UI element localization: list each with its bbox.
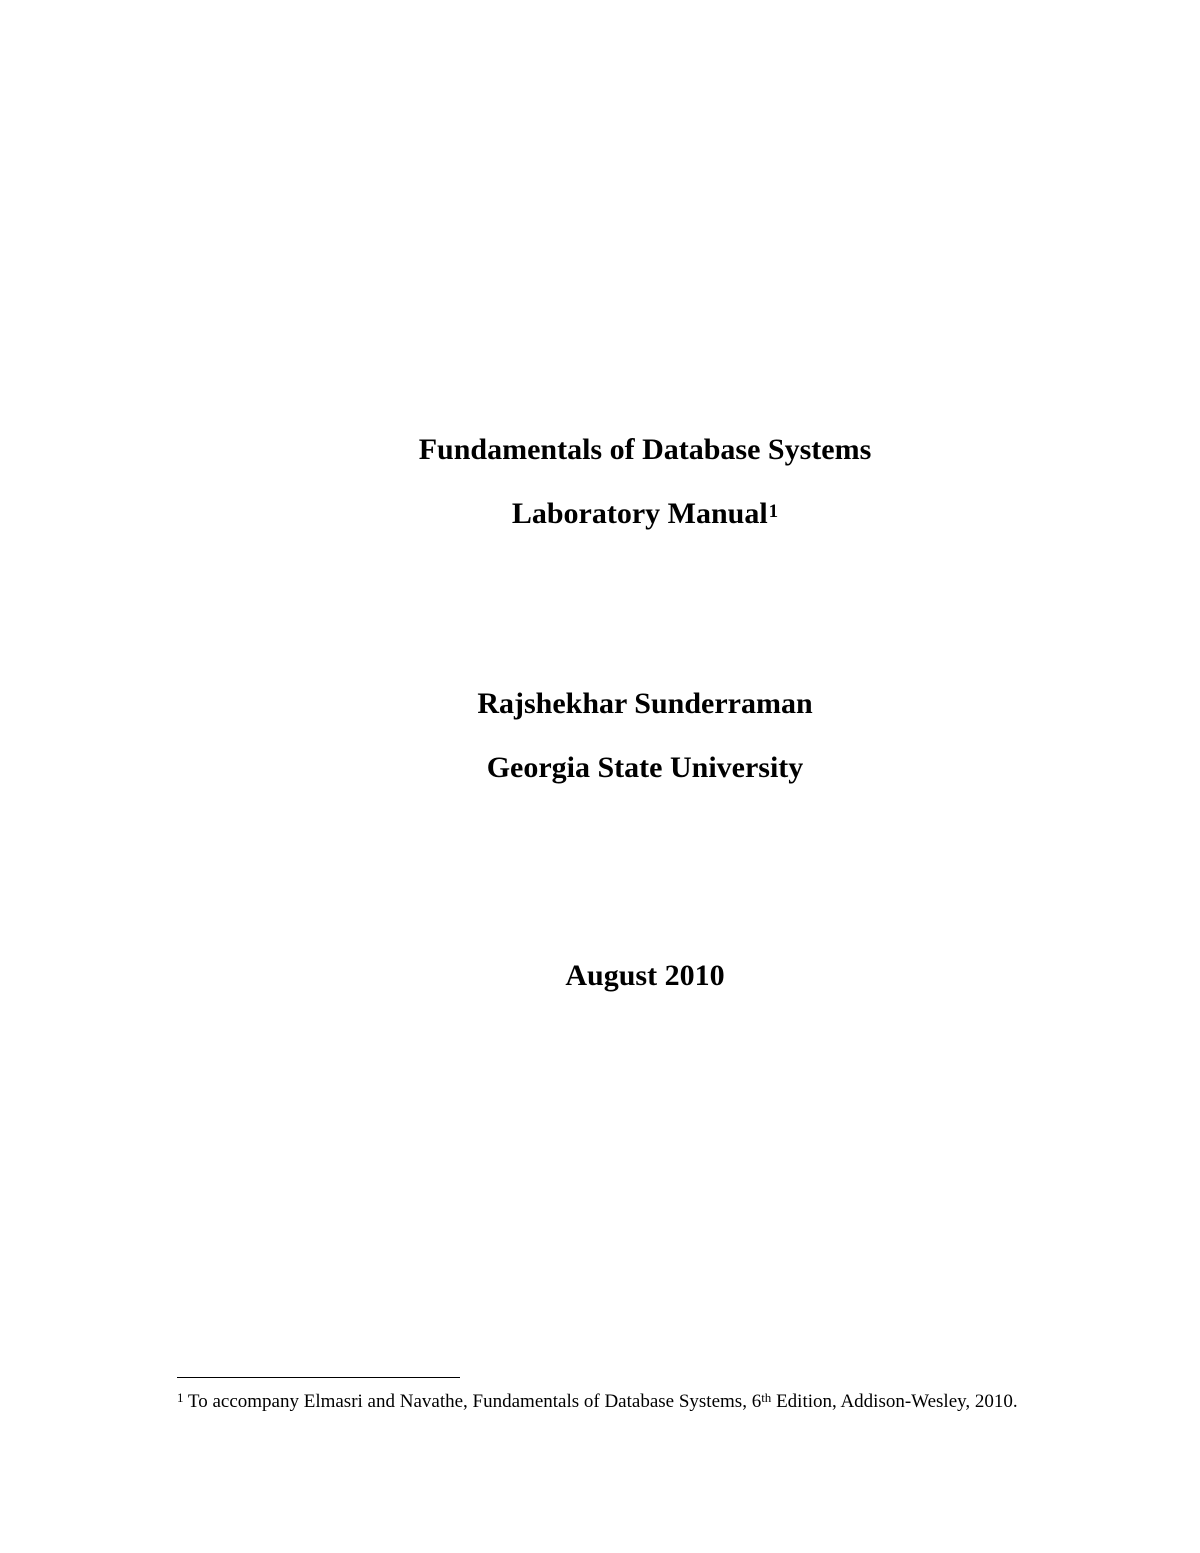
book-title: Fundamentals of Database Systems [418,433,872,466]
footnote [177,1390,1018,1414]
manual-title-text: Laboratory Manual [511,497,768,530]
author-affiliation: Georgia State University [486,751,804,784]
manual-title [0,496,1200,532]
author-name: Rajshekhar Sunderraman [477,687,813,720]
footnote-reference[interactable]: 1 [768,501,779,522]
footnote-ordinal-suffix: th [761,1390,772,1405]
footnote-separator [177,1377,460,1378]
footnote-marker: 1 [177,1390,184,1405]
footnote-text-before: To accompany Elmasri and Navathe, Fundamentals of Database Systems, 6 [187,1391,762,1412]
publication-date: August 2010 [565,959,725,992]
footnote-text-after: Edition, Addison-Wesley, 2010. [771,1391,1018,1412]
